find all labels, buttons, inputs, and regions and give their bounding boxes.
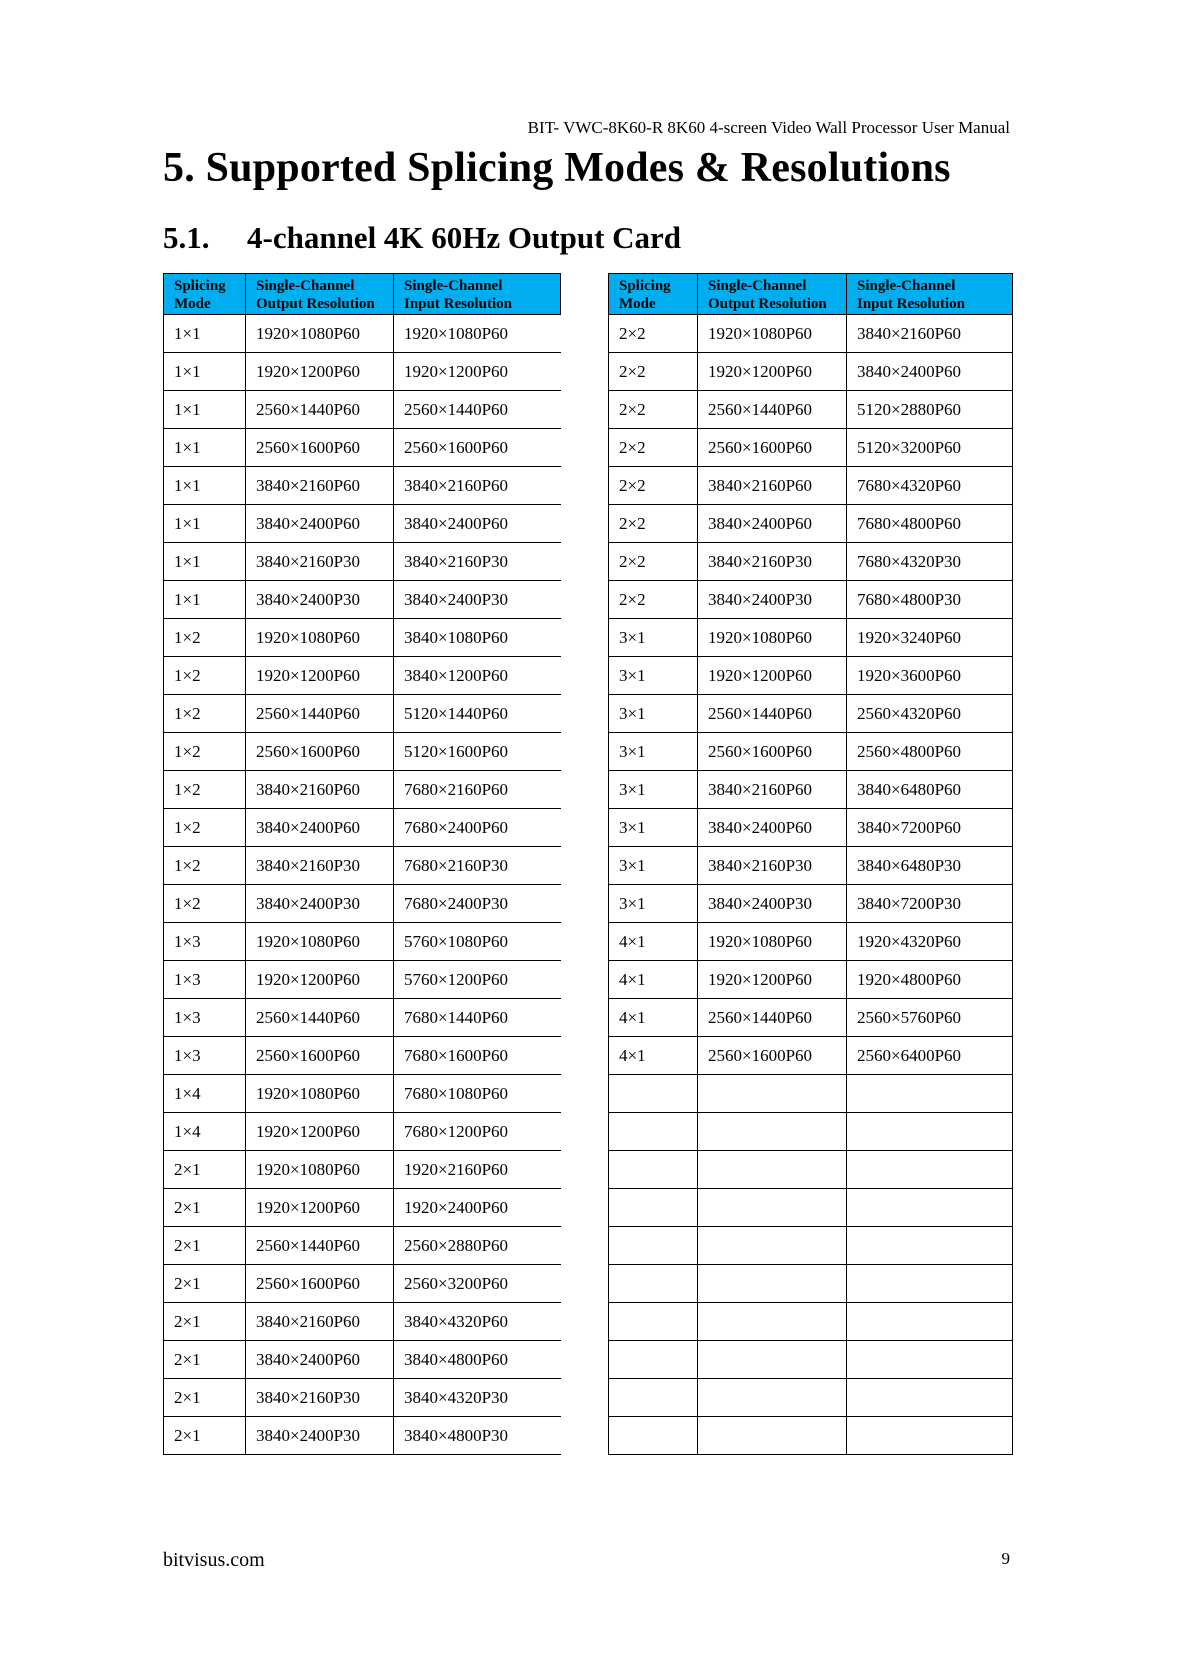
table-row [609,885,1013,923]
table-row [609,771,1013,809]
table-row [164,771,561,809]
cell-output-resolution: 2560×1600P60 [246,733,394,771]
cell-splicing-mode: 1×2 [164,695,246,733]
table-row [609,429,1013,467]
table-row [609,923,1013,961]
cell-output-resolution: 3840×2400P60 [698,505,847,543]
table-row [164,1227,561,1265]
cell-input-resolution: 3840×2160P30 [394,543,561,581]
cell-splicing-mode: 1×2 [164,809,246,847]
cell-splicing-mode: 1×3 [164,923,246,961]
cell-input-resolution: 1920×2160P60 [394,1151,561,1189]
cell-input-resolution: 7680×1440P60 [394,999,561,1037]
table-row [164,923,561,961]
cell-output-resolution [698,1227,847,1265]
cell-splicing-mode [609,1075,698,1113]
cell-splicing-mode: 2×2 [609,429,698,467]
cell-input-resolution: 3840×2160P60 [394,467,561,505]
table-row [609,847,1013,885]
cell-input-resolution: 1920×1200P60 [394,353,561,391]
table-row [164,429,561,467]
table-row [164,1265,561,1303]
table-row [609,1379,1013,1417]
cell-output-resolution: 3840×2400P60 [246,505,394,543]
cell-splicing-mode: 1×1 [164,429,246,467]
cell-input-resolution: 2560×4800P60 [847,733,1013,771]
cell-input-resolution: 2560×1600P60 [394,429,561,467]
cell-input-resolution: 5760×1080P60 [394,923,561,961]
table-row [609,543,1013,581]
cell-output-resolution: 3840×2400P60 [698,809,847,847]
cell-splicing-mode: 2×1 [164,1189,246,1227]
cell-output-resolution: 1920×1080P60 [246,923,394,961]
cell-input-resolution: 7680×2400P60 [394,809,561,847]
table-row [164,885,561,923]
cell-splicing-mode: 3×1 [609,695,698,733]
cell-output-resolution: 3840×2160P30 [698,543,847,581]
cell-output-resolution: 3840×2160P60 [246,1303,394,1341]
cell-splicing-mode: 1×1 [164,315,246,353]
table-row [164,1151,561,1189]
column-header-output-resolution: Single-Channel Output Resolution [698,274,847,315]
cell-output-resolution: 1920×1200P60 [246,1189,394,1227]
cell-output-resolution: 2560×1600P60 [246,1037,394,1075]
cell-splicing-mode: 4×1 [609,999,698,1037]
cell-splicing-mode: 1×2 [164,733,246,771]
cell-splicing-mode: 1×2 [164,619,246,657]
chapter-number: 5. [163,145,195,191]
cell-splicing-mode: 1×2 [164,885,246,923]
table-row [609,1227,1013,1265]
cell-output-resolution [698,1113,847,1151]
cell-output-resolution [698,1341,847,1379]
table-row [164,1379,561,1417]
cell-input-resolution: 1920×4800P60 [847,961,1013,999]
cell-output-resolution: 3840×2160P60 [698,771,847,809]
table-row [164,657,561,695]
cell-input-resolution: 7680×4320P60 [847,467,1013,505]
cell-splicing-mode [609,1341,698,1379]
cell-splicing-mode: 1×1 [164,467,246,505]
cell-input-resolution: 2560×3200P60 [394,1265,561,1303]
table-row [609,1075,1013,1113]
table-row [609,1113,1013,1151]
cell-output-resolution [698,1189,847,1227]
cell-splicing-mode: 1×1 [164,581,246,619]
table-row [164,1075,561,1113]
cell-output-resolution: 3840×2400P30 [698,581,847,619]
table-row [609,353,1013,391]
table-row [164,391,561,429]
cell-output-resolution: 3840×2160P60 [246,771,394,809]
cell-input-resolution [847,1417,1013,1455]
cell-splicing-mode: 2×1 [164,1341,246,1379]
cell-output-resolution: 1920×1080P60 [246,1151,394,1189]
page-number: 9 [1001,1549,1010,1568]
cell-splicing-mode: 1×1 [164,391,246,429]
cell-input-resolution: 5120×1440P60 [394,695,561,733]
cell-input-resolution: 3840×2160P60 [847,315,1013,353]
cell-splicing-mode: 1×4 [164,1113,246,1151]
cell-splicing-mode: 1×1 [164,353,246,391]
cell-splicing-mode: 1×3 [164,999,246,1037]
cell-splicing-mode: 1×2 [164,771,246,809]
cell-input-resolution: 3840×4320P30 [394,1379,561,1417]
section-title [163,220,681,256]
cell-output-resolution [698,1303,847,1341]
cell-splicing-mode: 4×1 [609,1037,698,1075]
cell-input-resolution: 3840×2400P60 [394,505,561,543]
table-row [164,353,561,391]
cell-input-resolution: 7680×4320P30 [847,543,1013,581]
table-row [609,961,1013,999]
cell-input-resolution [847,1075,1013,1113]
table-row [609,1303,1013,1341]
cell-splicing-mode: 4×1 [609,923,698,961]
cell-input-resolution [847,1189,1013,1227]
cell-output-resolution: 1920×1080P60 [698,923,847,961]
cell-input-resolution [847,1265,1013,1303]
cell-input-resolution: 1920×2400P60 [394,1189,561,1227]
running-header: BIT- VWC-8K60-R 8K60 4-screen Video Wall Processor User Manual [527,118,1010,137]
cell-output-resolution: 1920×1080P60 [246,1075,394,1113]
cell-input-resolution: 7680×2160P30 [394,847,561,885]
cell-splicing-mode [609,1151,698,1189]
table-row [164,847,561,885]
cell-splicing-mode: 2×2 [609,505,698,543]
cell-input-resolution: 2560×1440P60 [394,391,561,429]
cell-output-resolution [698,1151,847,1189]
table-row [164,1341,561,1379]
cell-splicing-mode: 4×1 [609,961,698,999]
cell-splicing-mode: 2×2 [609,353,698,391]
table-header-row [164,274,561,315]
cell-splicing-mode: 3×1 [609,657,698,695]
table-row [609,1417,1013,1455]
column-header-input-resolution: Single-Channel Input Resolution [847,274,1013,315]
cell-splicing-mode: 2×1 [164,1417,246,1455]
cell-input-resolution: 7680×1080P60 [394,1075,561,1113]
cell-input-resolution: 5120×1600P60 [394,733,561,771]
cell-input-resolution [847,1227,1013,1265]
cell-output-resolution: 2560×1440P60 [246,1227,394,1265]
cell-output-resolution: 2560×1440P60 [698,695,847,733]
cell-input-resolution [847,1151,1013,1189]
cell-output-resolution: 3840×2160P30 [246,543,394,581]
cell-output-resolution: 1920×1080P60 [246,315,394,353]
table-row [609,1265,1013,1303]
cell-output-resolution: 2560×1440P60 [698,999,847,1037]
cell-output-resolution: 3840×2160P30 [698,847,847,885]
cell-splicing-mode: 1×2 [164,657,246,695]
cell-output-resolution: 3840×2160P30 [246,1379,394,1417]
table-row [164,619,561,657]
cell-splicing-mode [609,1265,698,1303]
cell-input-resolution: 3840×6480P30 [847,847,1013,885]
table-row [164,809,561,847]
cell-splicing-mode: 2×2 [609,581,698,619]
table-row [609,1189,1013,1227]
cell-input-resolution: 3840×7200P30 [847,885,1013,923]
cell-splicing-mode: 3×1 [609,847,698,885]
cell-output-resolution: 2560×1600P60 [698,733,847,771]
cell-output-resolution: 2560×1600P60 [698,1037,847,1075]
cell-input-resolution: 7680×1600P60 [394,1037,561,1075]
cell-input-resolution: 2560×6400P60 [847,1037,1013,1075]
cell-output-resolution: 1920×1200P60 [246,657,394,695]
table-row [164,1303,561,1341]
chapter-title [163,144,951,192]
cell-output-resolution: 1920×1080P60 [246,619,394,657]
cell-input-resolution: 3840×6480P60 [847,771,1013,809]
cell-input-resolution: 2560×5760P60 [847,999,1013,1037]
table-row [164,1037,561,1075]
table-row [609,467,1013,505]
cell-splicing-mode: 2×2 [609,315,698,353]
cell-splicing-mode: 2×1 [164,1151,246,1189]
table-row [609,1151,1013,1189]
cell-input-resolution: 7680×2160P60 [394,771,561,809]
table-row [164,999,561,1037]
cell-output-resolution: 3840×2400P60 [246,1341,394,1379]
cell-splicing-mode [609,1189,698,1227]
cell-output-resolution [698,1265,847,1303]
cell-splicing-mode: 2×1 [164,1379,246,1417]
cell-output-resolution: 2560×1440P60 [246,391,394,429]
cell-output-resolution: 2560×1600P60 [246,429,394,467]
cell-output-resolution: 1920×1200P60 [246,961,394,999]
cell-output-resolution: 3840×2400P30 [246,1417,394,1455]
table-row [164,1417,561,1455]
cell-splicing-mode: 3×1 [609,733,698,771]
table-row [164,543,561,581]
cell-output-resolution: 1920×1200P60 [698,353,847,391]
table-row [164,733,561,771]
table-row [609,733,1013,771]
cell-input-resolution: 7680×2400P30 [394,885,561,923]
cell-output-resolution: 3840×2400P60 [246,809,394,847]
section-title-text: 4-channel 4K 60Hz Output Card [247,220,682,255]
table-row [609,391,1013,429]
cell-output-resolution: 2560×1440P60 [246,999,394,1037]
cell-input-resolution [847,1379,1013,1417]
cell-splicing-mode: 2×2 [609,543,698,581]
cell-splicing-mode: 1×2 [164,847,246,885]
cell-output-resolution: 1920×1200P60 [246,1113,394,1151]
table-row [164,581,561,619]
table-row [164,505,561,543]
cell-output-resolution: 1920×1200P60 [246,353,394,391]
table-row [164,961,561,999]
footer-site: bitvisus.com [163,1549,265,1571]
cell-input-resolution: 7680×4800P30 [847,581,1013,619]
resolution-table-right [608,273,1013,1455]
cell-output-resolution [698,1417,847,1455]
table-row [164,467,561,505]
cell-input-resolution: 3840×2400P60 [847,353,1013,391]
cell-splicing-mode: 1×1 [164,543,246,581]
table-row [164,1189,561,1227]
cell-output-resolution: 1920×1080P60 [698,619,847,657]
cell-input-resolution: 3840×4800P60 [394,1341,561,1379]
cell-input-resolution: 5120×3200P60 [847,429,1013,467]
cell-splicing-mode: 3×1 [609,619,698,657]
cell-splicing-mode: 3×1 [609,885,698,923]
cell-splicing-mode: 3×1 [609,771,698,809]
cell-input-resolution: 3840×1080P60 [394,619,561,657]
cell-splicing-mode [609,1227,698,1265]
cell-input-resolution [847,1303,1013,1341]
cell-splicing-mode: 3×1 [609,809,698,847]
cell-input-resolution: 3840×7200P60 [847,809,1013,847]
table-row [609,657,1013,695]
cell-splicing-mode: 2×2 [609,467,698,505]
table-row [609,1037,1013,1075]
cell-input-resolution: 2560×2880P60 [394,1227,561,1265]
cell-output-resolution [698,1379,847,1417]
table-row [164,1113,561,1151]
cell-input-resolution: 3840×2400P30 [394,581,561,619]
cell-splicing-mode [609,1417,698,1455]
cell-input-resolution: 1920×3240P60 [847,619,1013,657]
cell-input-resolution: 3840×4320P60 [394,1303,561,1341]
chapter-title-text: Supported Splicing Modes & Resolutions [205,145,951,191]
section-number: 5.1. [163,220,210,255]
cell-output-resolution: 3840×2160P60 [698,467,847,505]
cell-input-resolution: 1920×4320P60 [847,923,1013,961]
cell-splicing-mode [609,1303,698,1341]
cell-input-resolution: 7680×4800P60 [847,505,1013,543]
cell-splicing-mode: 1×3 [164,961,246,999]
column-header-input-resolution: Single-Channel Input Resolution [394,274,561,315]
cell-output-resolution: 1920×1200P60 [698,657,847,695]
cell-splicing-mode: 2×2 [609,391,698,429]
table-row [609,999,1013,1037]
table-row [609,505,1013,543]
cell-output-resolution: 3840×2160P60 [246,467,394,505]
table-row [609,809,1013,847]
cell-output-resolution: 1920×1080P60 [698,315,847,353]
table-header-row [609,274,1013,315]
table-row [609,315,1013,353]
table-row [164,695,561,733]
table-row [609,1341,1013,1379]
cell-output-resolution: 2560×1600P60 [246,1265,394,1303]
cell-splicing-mode: 2×1 [164,1227,246,1265]
cell-output-resolution: 3840×2400P30 [698,885,847,923]
column-header-output-resolution: Single-Channel Output Resolution [246,274,394,315]
cell-input-resolution [847,1341,1013,1379]
resolution-table-left [163,273,561,1455]
cell-output-resolution: 2560×1600P60 [698,429,847,467]
table-row [609,581,1013,619]
table-row [164,315,561,353]
table-row [609,695,1013,733]
cell-input-resolution: 1920×1080P60 [394,315,561,353]
cell-input-resolution: 5760×1200P60 [394,961,561,999]
column-header-splicing-mode: Splicing Mode [609,274,698,315]
cell-input-resolution: 1920×3600P60 [847,657,1013,695]
cell-output-resolution [698,1075,847,1113]
cell-splicing-mode: 1×4 [164,1075,246,1113]
table-row [609,619,1013,657]
column-header-splicing-mode: Splicing Mode [164,274,246,315]
cell-splicing-mode: 2×1 [164,1303,246,1341]
cell-output-resolution: 2560×1440P60 [246,695,394,733]
cell-splicing-mode [609,1379,698,1417]
cell-input-resolution: 5120×2880P60 [847,391,1013,429]
cell-input-resolution: 7680×1200P60 [394,1113,561,1151]
cell-output-resolution: 3840×2160P30 [246,847,394,885]
cell-input-resolution [847,1113,1013,1151]
cell-input-resolution: 3840×4800P30 [394,1417,561,1455]
cell-splicing-mode: 1×3 [164,1037,246,1075]
cell-splicing-mode: 1×1 [164,505,246,543]
cell-input-resolution: 3840×1200P60 [394,657,561,695]
cell-output-resolution: 1920×1200P60 [698,961,847,999]
cell-output-resolution: 3840×2400P30 [246,581,394,619]
cell-input-resolution: 2560×4320P60 [847,695,1013,733]
cell-splicing-mode: 2×1 [164,1265,246,1303]
cell-splicing-mode [609,1113,698,1151]
cell-output-resolution: 3840×2400P30 [246,885,394,923]
cell-output-resolution: 2560×1440P60 [698,391,847,429]
